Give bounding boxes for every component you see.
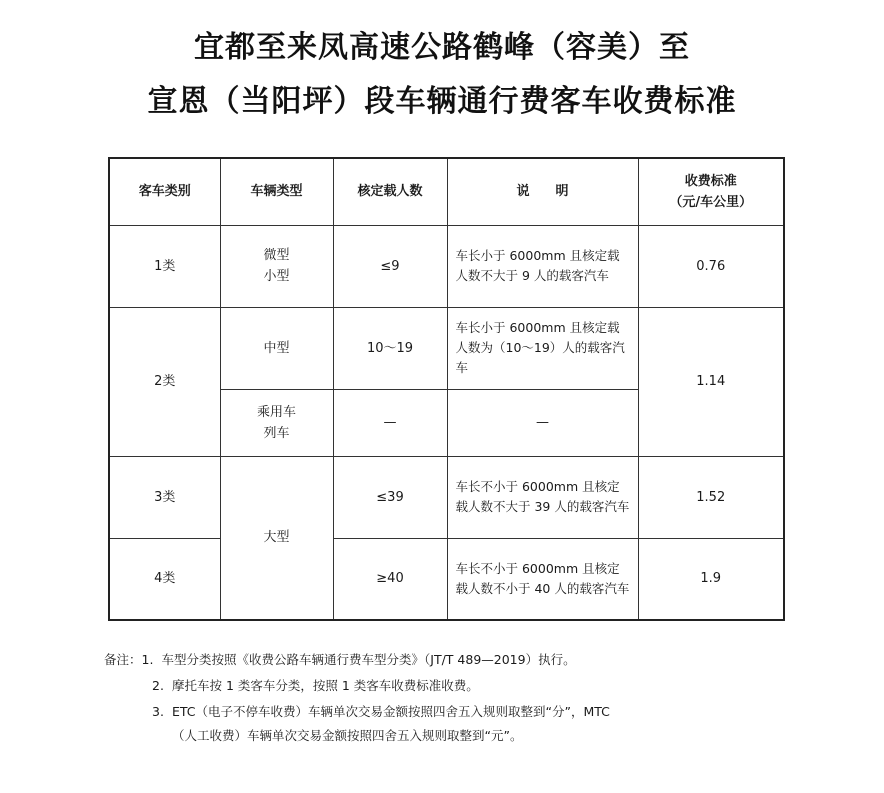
cell-description: —: [447, 389, 638, 456]
table-header-row: [109, 158, 784, 225]
cell-capacity: ≤39: [333, 456, 447, 538]
header-vehicle-type: 车辆类型: [220, 158, 333, 225]
cell-capacity: ≤9: [333, 225, 447, 307]
page-title-line1: 宜都至来凤高速公路鹤峰（容美）至: [194, 30, 690, 65]
cell-rate: 1.14: [638, 307, 784, 456]
cell-class: 3类: [109, 456, 220, 538]
note-number: 3.: [152, 704, 164, 719]
cell-vehicle-type: 中型: [220, 307, 333, 389]
note-3: [152, 702, 610, 722]
note-text: 车型分类按照《收费公路车辆通行费车型分类》（JT/T 489—2019）执行。: [161, 652, 576, 667]
cell-rate: 1.9: [638, 538, 784, 620]
cell-class: 4类: [109, 538, 220, 620]
note-number: 1.: [141, 652, 154, 667]
cell-capacity: ≥40: [333, 538, 447, 620]
page-title-line2: 宣恩（当阳坪）段车辆通行费客车收费标准: [147, 84, 737, 119]
notes-label: 备注：: [104, 652, 142, 667]
note-text: 摩托车按 1 类客车分类，按照 1 类客车收费标准收费。: [172, 678, 479, 693]
cell-rate: 0.76: [638, 225, 784, 307]
note-text: ETC（电子不停车收费）车辆单次交易金额按照四舍五入规则取整到“分”，MTC: [172, 704, 610, 719]
vehicle-type-line: 乘用车: [256, 404, 296, 420]
cell-vehicle-type: [220, 389, 333, 456]
table-row: [109, 456, 784, 538]
note-number: 2.: [152, 678, 164, 693]
vehicle-type-line: 小型: [263, 269, 290, 284]
header-rate-label: 收费标准: [684, 173, 737, 189]
vehicle-type-line: 列车: [263, 425, 290, 441]
cell-vehicle-type: [220, 225, 333, 307]
cell-description: 车长小于 6000mm 且核定载人数为（10～19）人的载客汽车: [447, 307, 638, 389]
table-row: [109, 225, 784, 307]
cell-description: 车长小于 6000mm 且核定载人数不大于 9 人的载客汽车: [447, 225, 638, 307]
table-row: [109, 538, 784, 620]
fee-table: [108, 157, 785, 621]
cell-capacity: —: [333, 389, 447, 456]
note-1: [104, 650, 576, 670]
table-row: [109, 307, 784, 389]
cell-description: 车长不小于 6000mm 且核定载人数不大于 39 人的载客汽车: [447, 456, 638, 538]
note-3-continued: （人工收费）车辆单次交易金额按照四舍五入规则取整到“元”。: [172, 728, 523, 743]
cell-description: 车长不小于 6000mm 且核定载人数不小于 40 人的载客汽车: [447, 538, 638, 620]
note-2: [152, 676, 479, 696]
header-class: 客车类别: [109, 158, 220, 225]
header-rate: [638, 158, 784, 225]
cell-vehicle-type: 大型: [220, 456, 333, 620]
cell-rate: 1.52: [638, 456, 784, 538]
header-rate-unit: （元/车公里）: [669, 194, 753, 210]
cell-class: 2类: [109, 307, 220, 456]
header-capacity: 核定载人数: [333, 158, 447, 225]
vehicle-type-line: 微型: [263, 248, 290, 263]
cell-capacity: 10～19: [333, 307, 447, 389]
cell-class: 1类: [109, 225, 220, 307]
header-description: 说 明: [447, 158, 638, 225]
